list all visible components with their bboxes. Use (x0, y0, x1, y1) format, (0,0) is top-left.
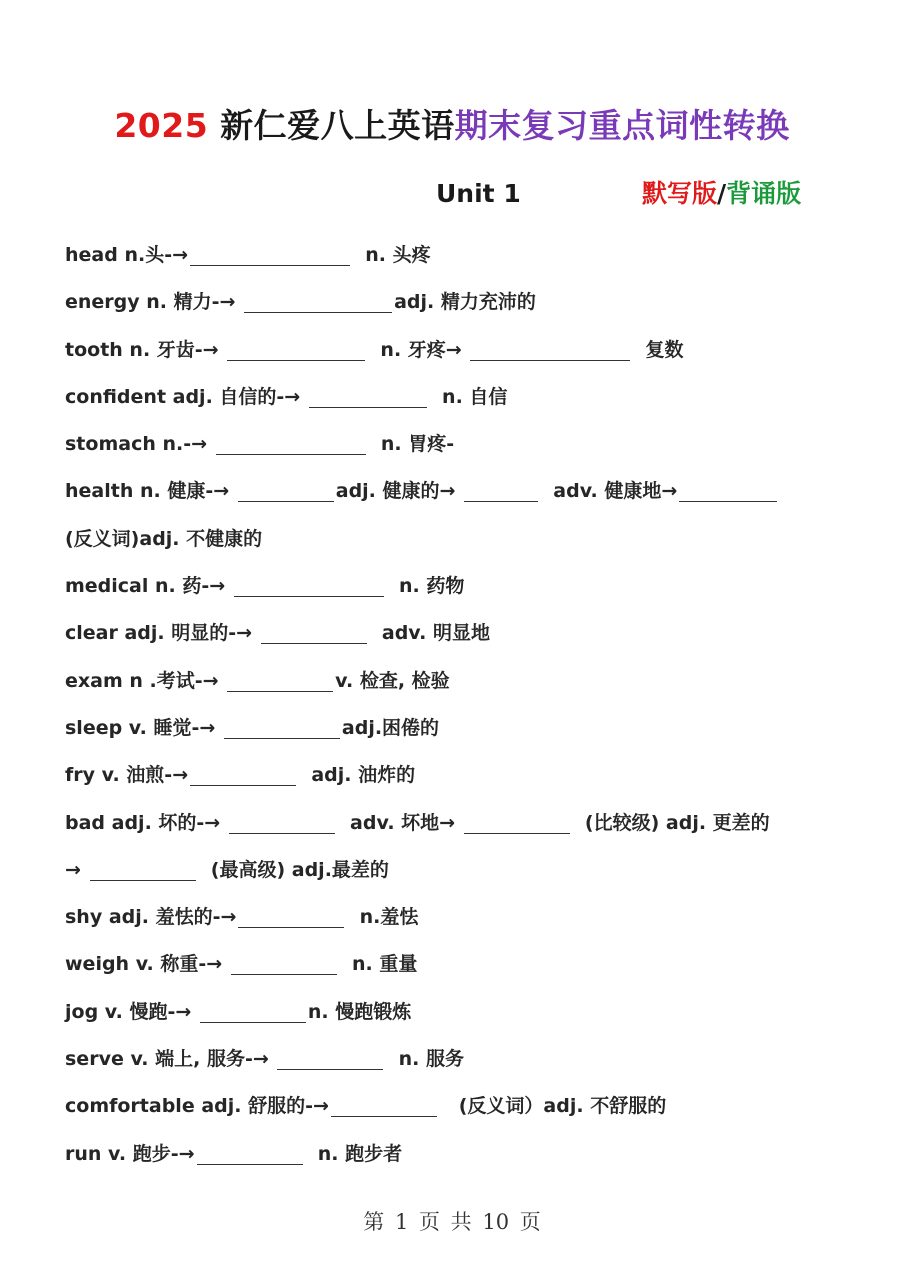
answer-blank (238, 926, 344, 928)
answer-blank (227, 359, 365, 361)
answer-blank (464, 832, 570, 834)
vocab-text: n. 胃疼- (367, 433, 455, 456)
vocab-line (65, 658, 855, 705)
vocab-text: n. 服务 (385, 1048, 464, 1071)
title-course: 新仁爱八上英语 (220, 106, 455, 145)
answer-blank (200, 1021, 306, 1023)
vocab-text: v. 检查, 检验 (335, 669, 450, 692)
vocab-text: serve v. 端上, 服务-→ (65, 1048, 276, 1071)
vocab-text: jog v. 慢跑-→ (65, 1000, 198, 1023)
page-title (0, 102, 904, 150)
vocab-line (65, 563, 855, 610)
vocab-text: medical n. 药-→ (65, 575, 232, 598)
vocabulary-list (65, 232, 855, 1178)
vocab-text: tooth n. 牙齿-→ (65, 338, 226, 361)
vocab-text: adj. 健康的→ (335, 480, 463, 503)
vocab-line (65, 847, 855, 894)
vocab-text: fry v. 油煎-→ (65, 764, 189, 787)
title-year: 2025 (114, 106, 209, 145)
vocab-line (65, 232, 855, 279)
answer-blank (238, 500, 334, 502)
vocab-text: n. 头疼 (352, 244, 431, 266)
answer-blank (197, 1163, 303, 1165)
vocab-text: n. 牙疼→ (367, 338, 469, 361)
vocab-text: (比较级) adj. 更差的 (571, 811, 770, 834)
vocab-line (65, 1036, 855, 1083)
vocab-text: comfortable adj. 舒服的-→ (65, 1095, 329, 1118)
vocab-text: (反义词）adj. 不舒服的 (438, 1095, 667, 1118)
vocab-text: sleep v. 睡觉-→ (65, 716, 222, 739)
title-topic: 期末复习重点词性转换 (454, 106, 790, 145)
vocab-line (65, 752, 855, 799)
vocab-text: shy adj. 羞怯的-→ (65, 906, 237, 929)
answer-blank (229, 832, 335, 834)
vocab-line (65, 894, 855, 941)
vocab-text: adv. 坏地→ (336, 811, 462, 834)
vocab-line (65, 610, 855, 657)
recitation-version-label: 背诵版 (726, 179, 802, 208)
page-footer: 第 1 页 共 10 页 (363, 1210, 541, 1234)
vocab-text: clear adj. 明显的-→ (65, 622, 259, 645)
vocab-text: adj.困倦的 (341, 716, 440, 739)
vocab-line (65, 941, 855, 988)
vocab-text: (最高级) adj.最差的 (197, 858, 389, 881)
unit-heading: Unit 1 (436, 179, 521, 208)
answer-blank (464, 500, 538, 502)
answer-blank (244, 311, 392, 313)
vocab-line (65, 421, 855, 468)
answer-blank (261, 642, 367, 644)
answer-blank (90, 879, 196, 881)
answer-blank (224, 737, 340, 739)
vocab-text: energy n. 精力-→ (65, 291, 243, 314)
answer-blank (470, 359, 630, 361)
version-separator: / (717, 179, 727, 208)
vocab-line (65, 374, 855, 421)
vocab-text: → (65, 858, 88, 881)
vocab-text: n. 自信 (428, 385, 508, 408)
answer-blank (679, 500, 777, 502)
vocab-text: adv. 健康地→ (540, 480, 678, 503)
vocab-line (65, 468, 855, 515)
answer-blank (331, 1115, 437, 1117)
vocab-text: health n. 健康-→ (65, 480, 236, 503)
vocab-text: n. 慢跑锻炼 (307, 1000, 412, 1023)
vocab-text: weigh v. 称重-→ (65, 953, 229, 976)
vocab-text: adj. 油炸的 (298, 764, 416, 787)
vocab-text: n. 跑步者 (304, 1142, 403, 1165)
vocab-line (65, 1083, 855, 1130)
version-labels (642, 176, 801, 212)
vocab-text: adv. 明显地 (368, 622, 490, 645)
vocab-text: head n.头-→ (65, 244, 188, 266)
vocab-text: stomach n.-→ (65, 433, 214, 456)
vocab-text: confident adj. 自信的-→ (65, 385, 307, 408)
vocab-text: bad adj. 坏的-→ (65, 811, 227, 834)
vocab-line (65, 989, 855, 1036)
answer-blank (231, 973, 337, 975)
vocab-line (65, 516, 855, 563)
vocab-text: exam n .考试-→ (65, 669, 226, 692)
answer-blank (309, 406, 427, 408)
vocab-line (65, 800, 855, 847)
vocab-text: adj. 精力充沛的 (394, 291, 536, 314)
vocab-line (65, 705, 855, 752)
answer-blank (234, 595, 384, 597)
vocab-text: n. 重量 (338, 953, 418, 976)
vocab-line (65, 327, 855, 374)
answer-blank (190, 784, 296, 786)
vocab-text: (反义词)adj. 不健康的 (65, 527, 263, 550)
vocab-text: run v. 跑步-→ (65, 1142, 195, 1165)
vocab-line (65, 279, 855, 326)
vocab-text: n. 药物 (385, 575, 465, 598)
vocab-text: n.羞怯 (346, 906, 419, 929)
answer-blank (216, 453, 366, 455)
answer-blank (227, 690, 333, 692)
vocab-text: 复数 (632, 338, 684, 361)
answer-blank (190, 264, 350, 266)
dictation-version-label: 默写版 (642, 179, 718, 208)
answer-blank (277, 1068, 383, 1070)
vocab-line (65, 1131, 855, 1178)
